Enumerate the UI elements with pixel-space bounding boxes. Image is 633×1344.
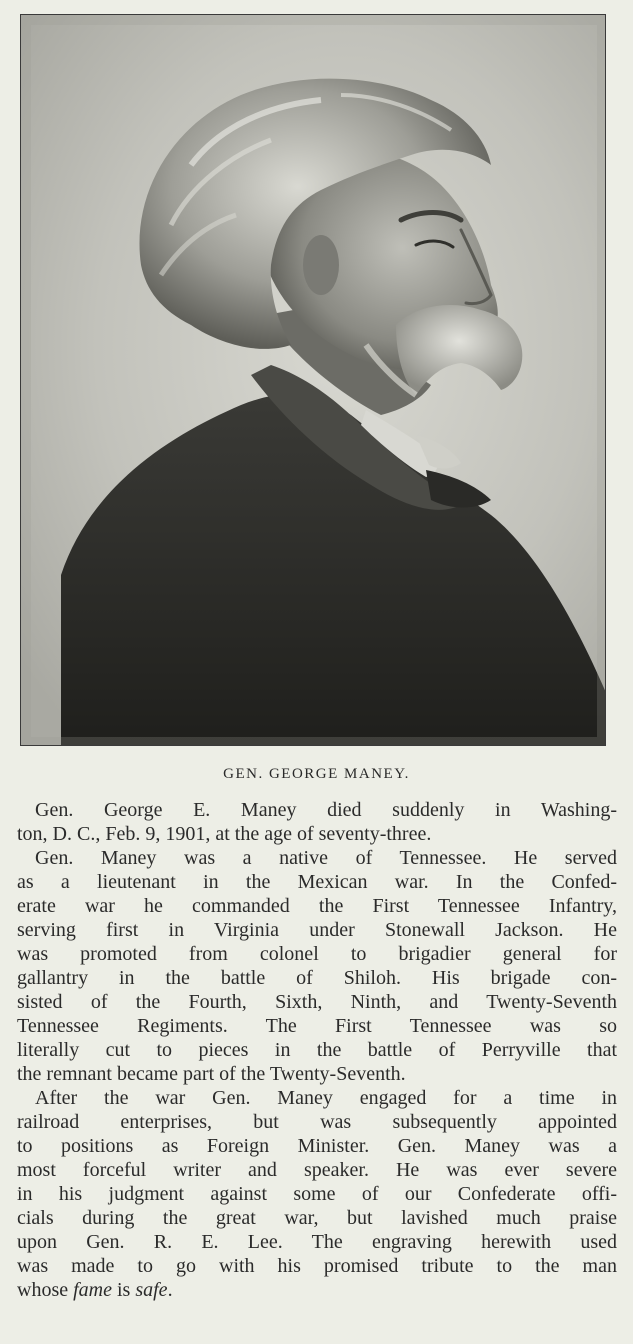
article-line: Tennessee Regiments. The First Tennessee was so	[17, 1015, 617, 1037]
article-line: Gen. George E. Maney died suddenly in Washing-	[35, 799, 617, 821]
article-line: to positions as Foreign Minister. Gen. Maney was a	[17, 1135, 617, 1157]
article-line: ton, D. C., Feb. 9, 1901, at the age of seventy-three.	[17, 823, 432, 845]
portrait-engraving	[21, 15, 606, 746]
article-line: Gen. Maney was a native of Tennessee. He served	[35, 847, 617, 869]
article-final-line	[17, 1278, 617, 1302]
article-line: After the war Gen. Maney engaged for a time in	[35, 1087, 617, 1109]
article-line: erate war he commanded the First Tennessee Infantry,	[17, 895, 617, 917]
italic-word-fame: fame	[73, 1279, 112, 1301]
article-line: gallantry in the battle of Shiloh. His brigade con-	[17, 967, 617, 989]
article-line: was made to go with his promised tribute to the man	[17, 1255, 617, 1277]
article-line: upon Gen. R. E. Lee. The engraving herewith used	[17, 1231, 617, 1253]
portrait-caption: GEN. GEORGE MANEY.	[223, 766, 410, 782]
portrait-image	[20, 14, 606, 746]
article-line: sisted of the Fourth, Sixth, Ninth, and Twenty-Seventh	[17, 991, 617, 1013]
article-line: the remnant became part of the Twenty-Seventh.	[17, 1063, 406, 1085]
article-line: was promoted from colonel to brigadier general for	[17, 943, 617, 965]
final-line-text: whose	[17, 1279, 74, 1301]
article-line: serving first in Virginia under Stonewall Jackson. He	[17, 919, 617, 941]
final-line-period: .	[167, 1279, 173, 1301]
article-line: in his judgment against some of our Confederate offi-	[17, 1183, 617, 1205]
final-line-text: is	[112, 1279, 136, 1301]
article-line: railroad enterprises, but was subsequently appointed	[17, 1111, 617, 1133]
article-line: cials during the great war, but lavished much praise	[17, 1207, 617, 1229]
article-line: as a lieutenant in the Mexican war. In the Confed-	[17, 871, 617, 893]
italic-word-safe: safe	[135, 1279, 168, 1301]
article-line: most forceful writer and speaker. He was ever severe	[17, 1159, 617, 1181]
article-line: literally cut to pieces in the battle of Perryville that	[17, 1039, 617, 1061]
